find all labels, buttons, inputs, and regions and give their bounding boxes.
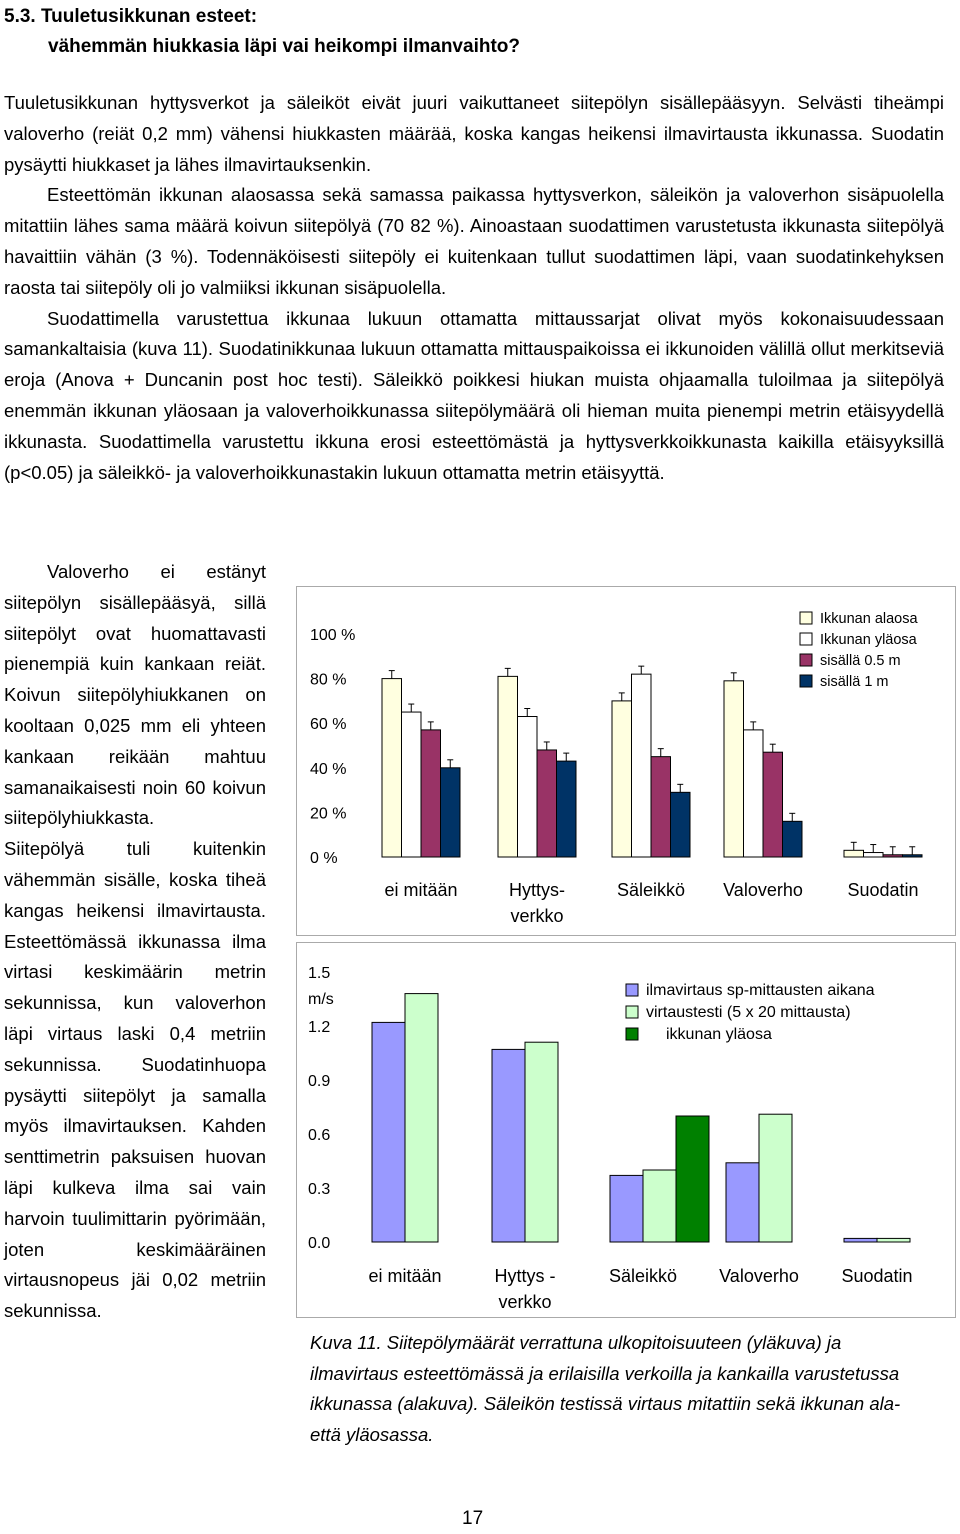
bar [492, 1049, 525, 1242]
bar [421, 730, 441, 857]
category-label: Valoverho [723, 880, 803, 900]
category-label: Suodatin [847, 880, 919, 900]
bar [610, 1175, 643, 1242]
y-tick-label: 40 % [310, 760, 347, 778]
airflow-chart [296, 942, 956, 1322]
category-label: ei mitään [384, 880, 458, 900]
bar [844, 1238, 877, 1242]
section-heading-line2: vähemmän hiukkasia läpi vai heikompi ilmanvaihto? [48, 36, 520, 57]
paragraph-2: Esteettömän ikkunan alaosassa sekä samassa paikassa hyttysverkon, säleikön ja valoverhon sisäpuolella mitattiin lähes sama määrä koivun siitepölyä (70 82 %). Ainoastaan suodattimen varustetusta ikkunasta siitepölyä havaittiin vähän (3 %). Todennäköisesti siitepöly ei kuitenkaan tullut suodattimen läpi, vaan suodatinkehyksen raosta tai siitepöly oli jo valmiiksi ikkunan sisäpuolella. [4, 184, 944, 298]
bar [676, 1116, 709, 1242]
y-axis-label: m/s [308, 991, 334, 1008]
legend-swatch [626, 1028, 638, 1040]
legend-swatch [626, 984, 638, 996]
pollen-chart [296, 586, 956, 940]
legend-label: Ikkunan yläosa [820, 632, 917, 648]
legend-swatch [626, 1006, 638, 1018]
body-text [4, 88, 944, 488]
bar [441, 768, 461, 857]
y-tick-label: 100 % [310, 627, 356, 644]
bar [632, 674, 652, 857]
category-label: Säleikkö [616, 880, 686, 900]
legend-label: ikkunan yläosa [666, 1026, 772, 1043]
bar [844, 850, 864, 857]
y-tick-label: 0 % [310, 850, 338, 867]
y-tick-label: 1.2 [308, 1019, 331, 1036]
bar [883, 855, 903, 857]
legend-label: sisällä 0.5 m [820, 653, 901, 669]
category-label: Valoverho [719, 1266, 799, 1286]
bar [643, 1170, 676, 1242]
section-heading [4, 2, 520, 62]
bar [726, 1163, 759, 1242]
y-tick-label: 0.9 [308, 1073, 331, 1090]
bar [759, 1114, 792, 1242]
bar [724, 681, 744, 857]
bar [525, 1042, 558, 1242]
bar [651, 757, 671, 857]
bar [671, 792, 691, 857]
legend-label: virtaustesti (5 x 20 mittausta) [646, 1004, 851, 1021]
bar [763, 752, 783, 857]
legend-swatch [800, 654, 812, 666]
legend-swatch [800, 633, 812, 645]
bar [372, 1022, 405, 1242]
paragraph-3: Suodattimella varustettua ikkunaa lukuun ottamatta mittaussarjat olivat myös kokonaisuudessaan samankaltaisia (kuva 11). Suodatinikkunaa lukuun ottamatta mittauspaikoissa ei ikkunoiden välillä ollut merkitseviä eroja (Anova + Duncanin post hoc testi). Säleikkö poikkesi hiukan muista ohjaamalla tuloilmaa ja siitepölyä enemmän ikkunan yläosaan ja valoverhoikkunassa siitepölymäärä oli hieman muita pienempi metrin etäisyydellä ikkunasta. Suodattimella varustettu ikkuna erosi esteettömästä ja hyttysverkkoikkunasta kaikilla etäisyyksillä (p<0.05) ja säleikkö- ja valoverhoikkunastakin lukuun ottamatta metrin etäisyyttä. [4, 307, 944, 483]
page-number: 17 [462, 1508, 484, 1529]
category-label: Säleikkö [608, 1266, 678, 1286]
bar [518, 717, 538, 857]
bar [405, 994, 438, 1242]
y-tick-label: 0.3 [308, 1181, 331, 1198]
y-tick-label: 20 % [310, 805, 347, 823]
category-label: verkko [510, 906, 564, 926]
category-label: Suodatin [841, 1266, 913, 1286]
y-tick-label: 80 % [310, 671, 347, 689]
bar [744, 730, 764, 857]
category-label: ei mitään [368, 1266, 442, 1286]
category-label: verkko [498, 1292, 552, 1312]
legend-label: sisällä 1 m [820, 674, 889, 690]
bar [783, 821, 803, 857]
y-tick-label: 0.6 [308, 1127, 331, 1144]
y-tick-label: 0.0 [308, 1235, 331, 1252]
legend-label: ilmavirtaus sp-mittausten aikana [646, 982, 875, 999]
y-tick-label: 60 % [310, 716, 347, 734]
bar [612, 701, 632, 857]
category-label: Hyttys - [494, 1266, 556, 1286]
bar [877, 1238, 910, 1242]
side-paragraph-2: Siitepölyä tuli kuitenkin vähemmän sisälle, koska tiheä kangas heikensi ilmavirtausta. Esteettömässä ikkunassa ilma virtasi keskimäärin metrin sekunnissa, kun valoverhon läpi virtaus laski 0,4 metriin sekunnissa. Suodatinhuopa pysäytti siitepölyt ja samalla myös ilmavirtauksen. Kahden senttimetrin paksuisen huovan läpi kulkeva ilma sai vain harvoin tuulimittarin pyörimään, joten keskimääräinen virtausnopeus jäi 0,02 metriin sekunnissa. [4, 838, 266, 1322]
y-tick-label: 1.5 [308, 965, 331, 982]
bar [557, 761, 577, 857]
category-label: Hyttys- [509, 880, 565, 900]
bar [537, 750, 557, 857]
bar [864, 853, 884, 857]
bar [498, 676, 518, 857]
side-text [4, 557, 266, 1327]
paragraph-1: Tuuletusikkunan hyttysverkot ja säleiköt eivät juuri vaikuttaneet siitepölyn sisällepääsyyn. Selvästi tiheämpi valoverho (reiät 0,2 mm) vähensi hiukkasten määrää, koska kangas heikensi ilmavirtausta ikkunassa. Suodatin pysäytti hiukkaset ja lähes ilmavirtauksenkin. [4, 92, 944, 175]
bar [903, 855, 923, 857]
bar [402, 712, 422, 857]
side-paragraph-1: Valoverho ei estänyt siitepölyn sisällepääsyä, sillä siitepölyt ovat huomattavasti pienempiä kuin kankaan reiät. Koivun siitepölyhiukkanen on kooltaan 0,025 mm eli yhteen kankaan reikään mahtuu samanaikaisesti noin 60 koivun siitepölyhiukkasta. [4, 561, 266, 829]
section-heading-line1: 5.3. Tuuletusikkunan esteet: [4, 6, 258, 27]
legend-swatch [800, 612, 812, 624]
legend-label: Ikkunan alaosa [820, 611, 918, 627]
bar [382, 679, 402, 857]
legend-swatch [800, 675, 812, 687]
figure-caption: Kuva 11. Siitepölymäärät verrattuna ulkopitoisuuteen (yläkuva) ja ilmavirtaus esteettömässä ja erilaisilla verkoilla ja kankailla varustetussa ikkunassa (alakuva). Säleikön testissä virtaus mitattiin sekä ikkunan ala- että yläosassa. [310, 1332, 901, 1445]
